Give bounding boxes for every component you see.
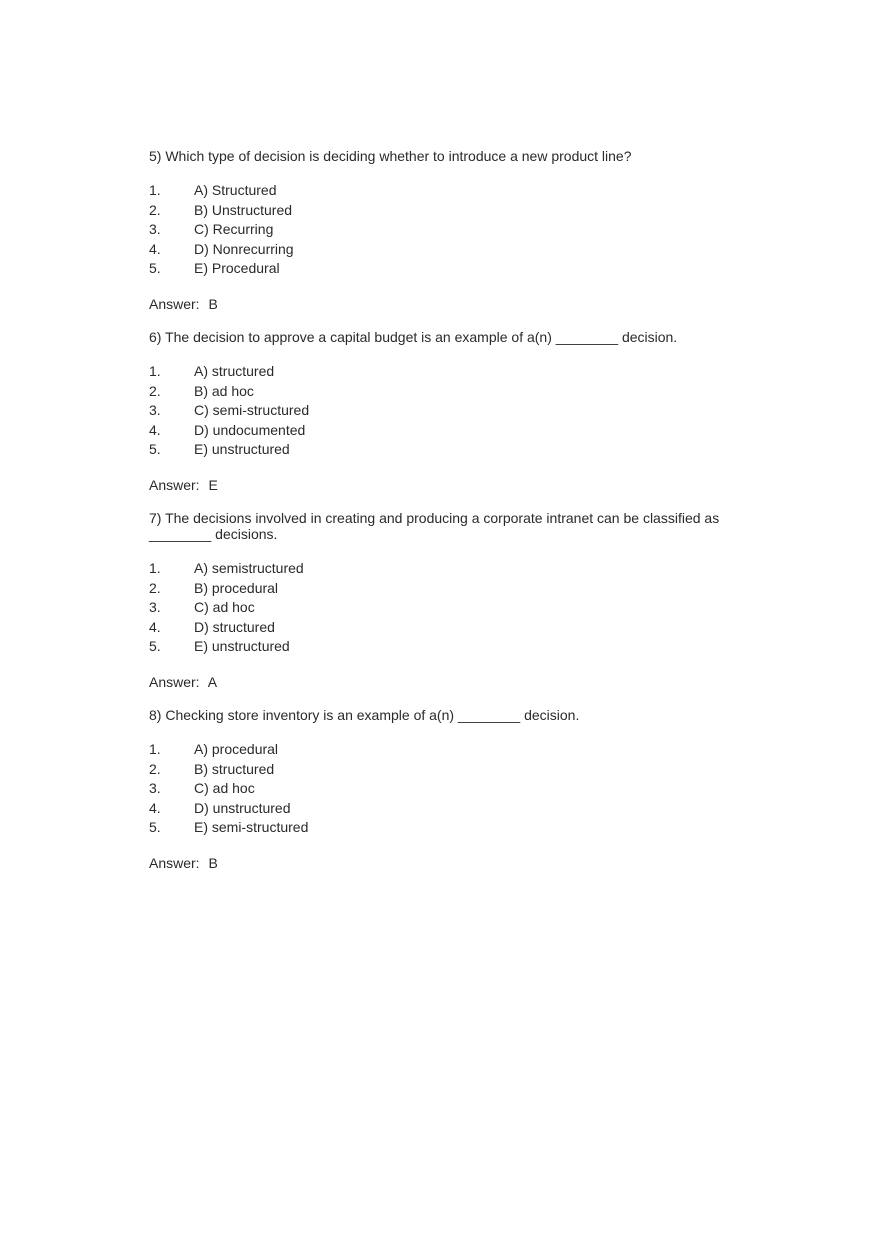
option-item xyxy=(149,779,749,799)
option-item xyxy=(149,240,749,260)
option-label: C) ad hoc xyxy=(194,780,255,797)
document-page xyxy=(149,148,749,888)
question-text: 7) The decisions involved in creating and producing a corporate intranet can be classified as ________ decisions. xyxy=(149,509,720,542)
option-item xyxy=(149,220,749,240)
options-list xyxy=(149,740,749,838)
option-number: 3. xyxy=(149,599,161,616)
option-item xyxy=(149,760,749,780)
option-label: C) semi-structured xyxy=(194,402,310,419)
answer-value: B xyxy=(208,854,218,871)
option-number: 2. xyxy=(149,382,161,399)
option-item xyxy=(149,799,749,819)
answer-value: A xyxy=(207,673,218,690)
option-item xyxy=(149,259,749,279)
answer-label: Answer: xyxy=(149,295,200,312)
option-number: 1. xyxy=(149,362,161,379)
option-item xyxy=(149,181,749,201)
option-item xyxy=(149,382,749,402)
answer-line xyxy=(149,855,749,871)
option-item xyxy=(149,740,749,760)
option-number: 1. xyxy=(149,182,161,198)
question-8 xyxy=(149,707,749,871)
option-number: 1. xyxy=(149,740,161,757)
option-number: 5. xyxy=(149,260,161,277)
options-list xyxy=(149,362,749,460)
option-label: A) Structured xyxy=(194,182,277,198)
option-label: C) ad hoc xyxy=(194,599,255,616)
answer-label: Answer: xyxy=(149,673,200,690)
question-text: 8) Checking store inventory is an example of a(n) ________ decision. xyxy=(149,706,580,723)
option-item xyxy=(149,362,749,382)
answer-line xyxy=(149,674,749,690)
question-6 xyxy=(149,329,749,493)
option-number: 5. xyxy=(149,441,161,458)
option-item xyxy=(149,201,749,221)
option-label: E) unstructured xyxy=(194,441,290,458)
option-label: D) unstructured xyxy=(194,799,291,816)
option-item xyxy=(149,618,749,638)
question-text: 6) The decision to approve a capital budget is an example of a(n) ________ decision. xyxy=(149,328,678,345)
option-item xyxy=(149,579,749,599)
options-list xyxy=(149,181,749,279)
question-text: 5) Which type of decision is deciding whether to introduce a new product line? xyxy=(149,148,632,164)
option-label: A) procedural xyxy=(194,740,279,757)
answer-value: E xyxy=(208,476,218,493)
option-label: C) Recurring xyxy=(194,221,274,238)
option-label: D) structured xyxy=(194,618,275,635)
option-number: 4. xyxy=(149,799,161,816)
option-number: 4. xyxy=(149,421,161,438)
option-number: 5. xyxy=(149,819,161,836)
question-5 xyxy=(149,148,749,312)
option-number: 2. xyxy=(149,201,161,218)
option-number: 5. xyxy=(149,638,161,655)
answer-label: Answer: xyxy=(149,854,200,871)
option-number: 3. xyxy=(149,402,161,419)
option-number: 4. xyxy=(149,618,161,635)
question-7 xyxy=(149,510,749,690)
option-item xyxy=(149,818,749,838)
option-item xyxy=(149,637,749,657)
option-item xyxy=(149,440,749,460)
option-label: B) structured xyxy=(194,760,275,777)
option-item xyxy=(149,559,749,579)
option-item xyxy=(149,598,749,618)
option-label: A) structured xyxy=(194,362,275,379)
option-label: A) semistructured xyxy=(194,559,304,576)
option-label: B) procedural xyxy=(194,579,279,596)
option-item xyxy=(149,421,749,441)
option-label: B) ad hoc xyxy=(194,382,254,399)
options-list xyxy=(149,559,749,657)
answer-label: Answer: xyxy=(149,476,200,493)
option-label: B) Unstructured xyxy=(194,201,293,218)
option-number: 2. xyxy=(149,579,161,596)
option-label: E) semi-structured xyxy=(194,819,309,836)
option-label: E) unstructured xyxy=(194,638,290,655)
answer-line xyxy=(149,477,749,493)
option-number: 2. xyxy=(149,760,161,777)
option-number: 3. xyxy=(149,221,161,238)
option-item xyxy=(149,401,749,421)
option-label: E) Procedural xyxy=(194,260,280,277)
answer-line xyxy=(149,296,749,312)
option-number: 4. xyxy=(149,240,161,257)
option-label: D) Nonrecurring xyxy=(194,240,294,257)
option-number: 3. xyxy=(149,780,161,797)
option-label: D) undocumented xyxy=(194,421,306,438)
option-number: 1. xyxy=(149,559,161,576)
answer-value: B xyxy=(208,295,218,312)
